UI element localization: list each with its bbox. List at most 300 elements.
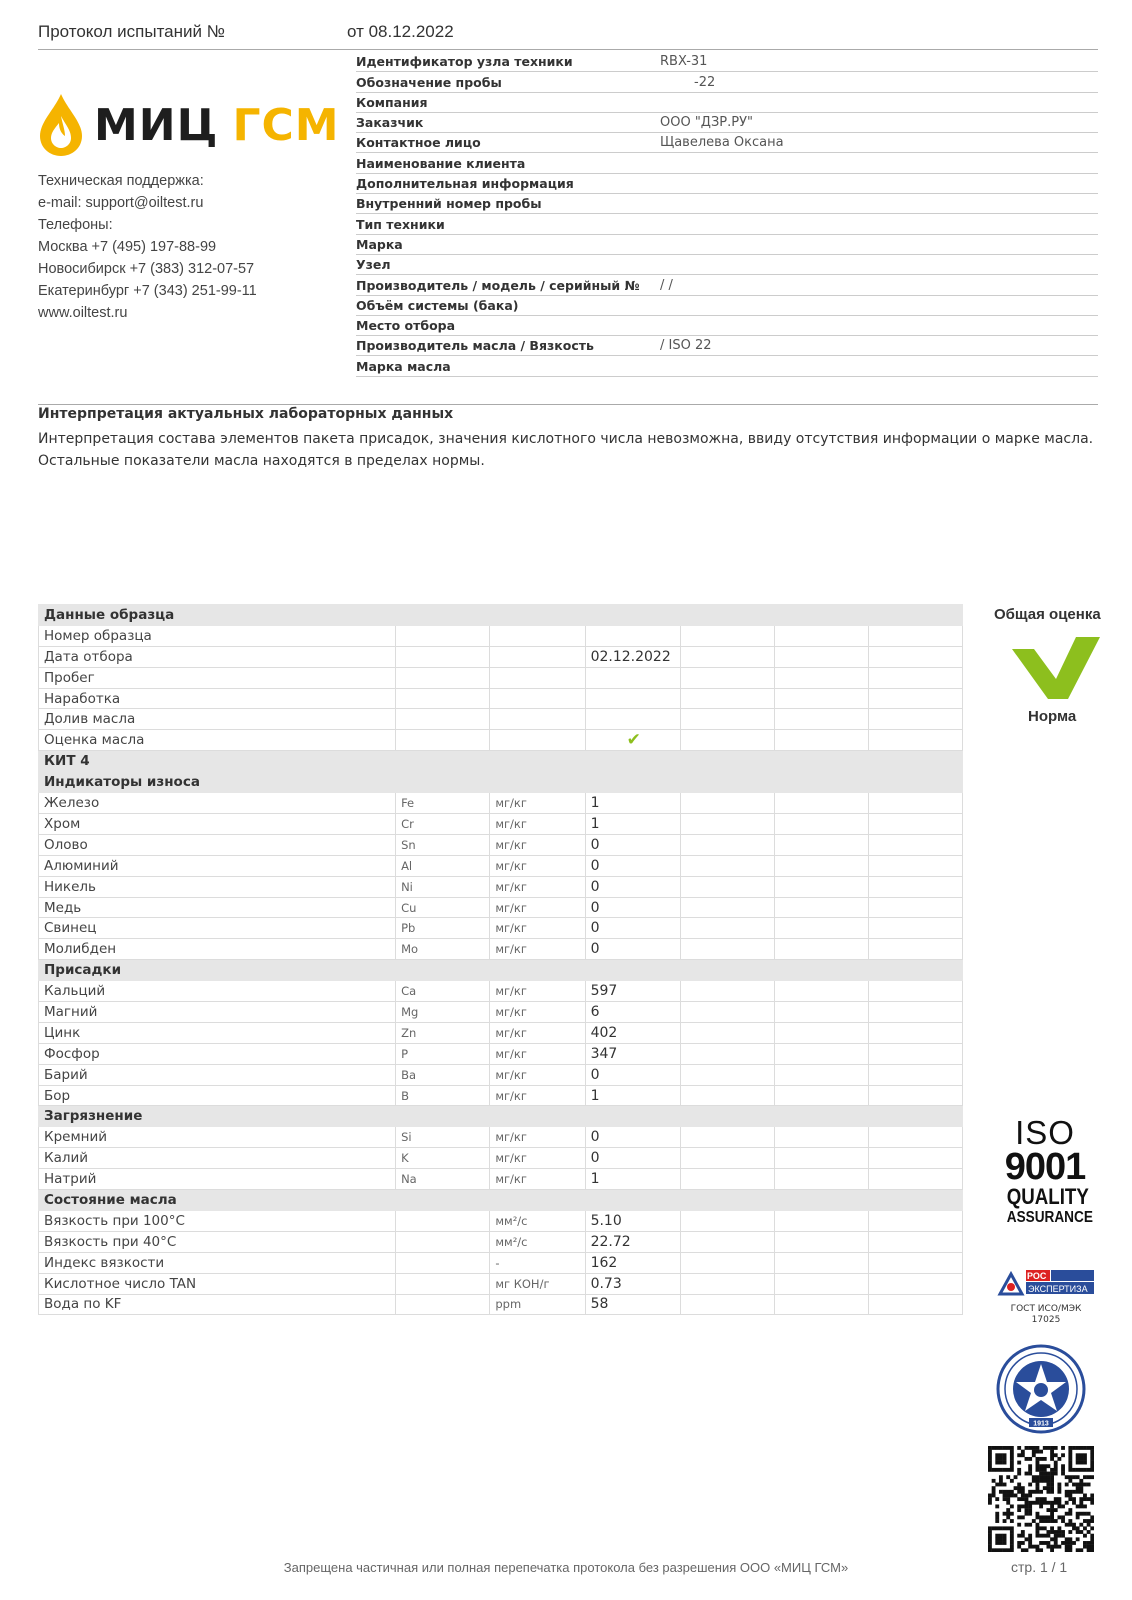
empty-cell bbox=[775, 1190, 869, 1211]
empty-cell bbox=[775, 1064, 869, 1085]
empty-cell bbox=[869, 834, 963, 855]
result-value: 0 bbox=[585, 1064, 681, 1085]
empty-cell bbox=[681, 1210, 775, 1231]
table-row bbox=[39, 709, 963, 730]
parameter-name: Барий bbox=[39, 1064, 396, 1085]
empty-cell bbox=[775, 605, 869, 626]
section-title: Загрязнение bbox=[39, 1106, 396, 1127]
unit: мг/кг bbox=[490, 1148, 585, 1169]
table-row bbox=[39, 1127, 963, 1148]
empty-cell bbox=[775, 981, 869, 1002]
result-value: 0.73 bbox=[585, 1273, 681, 1294]
empty-cell bbox=[869, 1252, 963, 1273]
empty-cell bbox=[775, 709, 869, 730]
unit: мг КОН/г bbox=[490, 1273, 585, 1294]
overall-title: Общая оценка bbox=[994, 606, 1101, 623]
support-line: Телефоны: bbox=[38, 217, 113, 233]
info-label: Обозначение пробы bbox=[356, 74, 502, 90]
info-row bbox=[356, 235, 1098, 255]
empty-cell bbox=[869, 688, 963, 709]
element-symbol: P bbox=[396, 1043, 490, 1064]
protocol-title: Протокол испытаний № bbox=[38, 22, 225, 41]
page-number: стр. 1 / 1 bbox=[1011, 1559, 1068, 1575]
overall-status: Норма bbox=[1028, 708, 1077, 725]
table-row bbox=[39, 625, 963, 646]
empty-cell bbox=[775, 918, 869, 939]
empty-cell bbox=[869, 1085, 963, 1106]
info-row bbox=[356, 93, 1098, 113]
result-value: 0 bbox=[585, 1127, 681, 1148]
info-label: Внутренний номер пробы bbox=[356, 196, 542, 212]
empty-cell bbox=[681, 1043, 775, 1064]
empty-cell bbox=[775, 772, 869, 793]
empty-cell bbox=[681, 939, 775, 960]
empty-cell bbox=[869, 751, 963, 772]
empty-cell bbox=[490, 1190, 585, 1211]
iso-line: ASSURANCE bbox=[1006, 1209, 1093, 1226]
table-row bbox=[39, 814, 963, 835]
empty-cell bbox=[490, 960, 585, 981]
info-row bbox=[356, 255, 1098, 275]
result-value: 402 bbox=[585, 1022, 681, 1043]
unit: мг/кг bbox=[490, 1127, 585, 1148]
seal-year: 1913 bbox=[1033, 1420, 1049, 1428]
element-symbol bbox=[396, 1210, 490, 1231]
empty-cell bbox=[490, 1106, 585, 1127]
section-title: Присадки bbox=[39, 960, 396, 981]
empty-cell bbox=[869, 772, 963, 793]
result-value: 597 bbox=[585, 981, 681, 1002]
result-value: 1 bbox=[585, 1085, 681, 1106]
unit: мг/кг bbox=[490, 1169, 585, 1190]
table-row bbox=[39, 688, 963, 709]
result-value: 0 bbox=[585, 834, 681, 855]
info-row bbox=[356, 113, 1098, 133]
empty-cell bbox=[775, 1294, 869, 1315]
empty-cell bbox=[869, 667, 963, 688]
empty-cell bbox=[681, 876, 775, 897]
info-row bbox=[356, 336, 1098, 356]
unit: мм²/с bbox=[490, 1210, 585, 1231]
parameter-name: Долив масла bbox=[39, 709, 396, 730]
empty-cell bbox=[681, 834, 775, 855]
ros-top-text: РОС bbox=[1027, 1271, 1047, 1281]
parameter-name: Алюминий bbox=[39, 855, 396, 876]
empty-cell bbox=[681, 709, 775, 730]
empty-cell bbox=[396, 1190, 490, 1211]
empty-cell bbox=[775, 814, 869, 835]
parameter-name: Вязкость при 40°C bbox=[39, 1231, 396, 1252]
unit: мг/кг bbox=[490, 834, 585, 855]
empty-cell bbox=[490, 751, 585, 772]
gost-label: ГОСТ ИСО/МЭК 17025 bbox=[1010, 1304, 1082, 1325]
section-header-row bbox=[39, 960, 963, 981]
iso-line: QUALITY bbox=[1006, 1184, 1089, 1209]
empty-cell bbox=[681, 646, 775, 667]
empty-cell bbox=[681, 688, 775, 709]
empty-cell bbox=[681, 1231, 775, 1252]
unit: мг/кг bbox=[490, 855, 585, 876]
result-value bbox=[585, 688, 681, 709]
parameter-name: Медь bbox=[39, 897, 396, 918]
unit: мм²/с bbox=[490, 1231, 585, 1252]
interpretation-title: Интерпретация актуальных лабораторных данных bbox=[38, 406, 454, 422]
support-line: Техническая поддержка: bbox=[38, 173, 204, 189]
result-value: 0 bbox=[585, 897, 681, 918]
table-row bbox=[39, 855, 963, 876]
empty-cell bbox=[775, 793, 869, 814]
table-row bbox=[39, 1169, 963, 1190]
empty-cell bbox=[869, 876, 963, 897]
empty-cell bbox=[775, 1148, 869, 1169]
info-label: Заказчик bbox=[356, 115, 424, 131]
parameter-name: Индекс вязкости bbox=[39, 1252, 396, 1273]
parameter-name: Магний bbox=[39, 1002, 396, 1023]
empty-cell bbox=[775, 1169, 869, 1190]
interpretation-text: Интерпретация состава элементов пакета присадок, значения кислотного числа невозможна, ввиду отсутствия информации о марке масла. Остальные показатели масла находятся в пределах нормы. bbox=[38, 431, 1094, 469]
empty-cell bbox=[869, 960, 963, 981]
check-mark-icon bbox=[1012, 637, 1100, 703]
parameter-name: Кальций bbox=[39, 981, 396, 1002]
empty-cell bbox=[681, 1294, 775, 1315]
table-row bbox=[39, 981, 963, 1002]
empty-cell bbox=[869, 1064, 963, 1085]
info-label: Производитель / модель / серийный № bbox=[356, 277, 640, 293]
unit: мг/кг bbox=[490, 814, 585, 835]
element-symbol: B bbox=[396, 1085, 490, 1106]
empty-cell bbox=[681, 730, 775, 751]
parameter-name: Натрий bbox=[39, 1169, 396, 1190]
empty-cell bbox=[775, 625, 869, 646]
element-symbol: Sn bbox=[396, 834, 490, 855]
parameter-name: Наработка bbox=[39, 688, 396, 709]
info-value: ООО "ДЗР.РУ" bbox=[660, 115, 754, 131]
table-row bbox=[39, 793, 963, 814]
table-row bbox=[39, 897, 963, 918]
unit: мг/кг bbox=[490, 1085, 585, 1106]
table-row bbox=[39, 646, 963, 667]
element-symbol bbox=[396, 667, 490, 688]
info-row bbox=[356, 214, 1098, 234]
parameter-name: Никель bbox=[39, 876, 396, 897]
element-symbol: Cr bbox=[396, 814, 490, 835]
empty-cell bbox=[681, 1002, 775, 1023]
result-value: 0 bbox=[585, 855, 681, 876]
support-email[interactable]: e-mail: support@oiltest.ru bbox=[38, 195, 204, 211]
result-value bbox=[585, 730, 681, 751]
empty-cell bbox=[869, 1210, 963, 1231]
table-row bbox=[39, 939, 963, 960]
result-value: 58 bbox=[585, 1294, 681, 1315]
result-value bbox=[585, 625, 681, 646]
info-row bbox=[356, 316, 1098, 336]
element-symbol bbox=[396, 730, 490, 751]
empty-cell bbox=[775, 667, 869, 688]
empty-cell bbox=[869, 981, 963, 1002]
logo-word-2: ГСМ bbox=[232, 99, 340, 151]
info-row bbox=[356, 174, 1098, 194]
empty-cell bbox=[775, 939, 869, 960]
element-symbol: Cu bbox=[396, 897, 490, 918]
parameter-name: Кислотное число TAN bbox=[39, 1273, 396, 1294]
info-label: Узел bbox=[356, 257, 391, 273]
parameter-name: Железо bbox=[39, 793, 396, 814]
table-row bbox=[39, 1002, 963, 1023]
unit: мг/кг bbox=[490, 939, 585, 960]
company-logo bbox=[38, 92, 340, 158]
empty-cell bbox=[869, 709, 963, 730]
empty-cell bbox=[869, 1022, 963, 1043]
parameter-name: Кремний bbox=[39, 1127, 396, 1148]
element-symbol: Zn bbox=[396, 1022, 490, 1043]
empty-cell bbox=[585, 772, 681, 793]
table-row bbox=[39, 876, 963, 897]
empty-cell bbox=[681, 625, 775, 646]
logo-word-1: МИЦ bbox=[94, 99, 219, 151]
result-value: 1 bbox=[585, 814, 681, 835]
section-header-row bbox=[39, 1106, 963, 1127]
section-header-row bbox=[39, 1190, 963, 1211]
info-row bbox=[356, 194, 1098, 214]
info-label: Производитель масла / Вязкость bbox=[356, 338, 594, 354]
table-row bbox=[39, 1043, 963, 1064]
element-symbol: Ca bbox=[396, 981, 490, 1002]
section-title: Состояние масла bbox=[39, 1190, 396, 1211]
info-value: -22 bbox=[694, 74, 716, 90]
result-value: 347 bbox=[585, 1043, 681, 1064]
empty-cell bbox=[775, 834, 869, 855]
empty-cell bbox=[681, 1148, 775, 1169]
support-phone: Москва +7 (495) 197-88-99 bbox=[38, 239, 217, 255]
unit: - bbox=[490, 1252, 585, 1273]
iso-line: ISO bbox=[1015, 1114, 1075, 1151]
empty-cell bbox=[775, 960, 869, 981]
empty-cell bbox=[775, 1127, 869, 1148]
footer-notice: Запрещена частичная или полная перепечатка протокола без разрешения ООО «МИЦ ГСМ» bbox=[283, 1560, 849, 1575]
empty-cell bbox=[775, 1252, 869, 1273]
parameter-name: Цинк bbox=[39, 1022, 396, 1043]
table-row bbox=[39, 1231, 963, 1252]
empty-cell bbox=[681, 897, 775, 918]
table-row bbox=[39, 1252, 963, 1273]
result-value: 1 bbox=[585, 793, 681, 814]
parameter-name: Оценка масла bbox=[39, 730, 396, 751]
empty-cell bbox=[396, 1106, 490, 1127]
result-value bbox=[585, 667, 681, 688]
info-value: RBX-31 bbox=[660, 54, 708, 70]
parameter-name: Бор bbox=[39, 1085, 396, 1106]
info-value: Щавелева Оксана bbox=[660, 135, 784, 151]
parameter-name: Номер образца bbox=[39, 625, 396, 646]
empty-cell bbox=[396, 751, 490, 772]
empty-cell bbox=[869, 605, 963, 626]
empty-cell bbox=[396, 772, 490, 793]
ros-expertiza-badge bbox=[996, 1268, 1096, 1326]
info-label: Объём системы (бака) bbox=[356, 297, 519, 313]
empty-cell bbox=[775, 1273, 869, 1294]
unit: мг/кг bbox=[490, 981, 585, 1002]
empty-cell bbox=[681, 793, 775, 814]
unit bbox=[490, 667, 585, 688]
table-row bbox=[39, 1085, 963, 1106]
element-symbol bbox=[396, 688, 490, 709]
unit: ppm bbox=[490, 1294, 585, 1315]
empty-cell bbox=[681, 605, 775, 626]
empty-cell bbox=[681, 1106, 775, 1127]
info-row bbox=[356, 72, 1098, 92]
info-row bbox=[356, 275, 1098, 295]
info-label: Контактное лицо bbox=[356, 135, 481, 151]
result-value: 5.10 bbox=[585, 1210, 681, 1231]
empty-cell bbox=[585, 751, 681, 772]
section-header-row bbox=[39, 751, 963, 772]
element-symbol: Fe bbox=[396, 793, 490, 814]
empty-cell bbox=[585, 1106, 681, 1127]
info-row bbox=[356, 296, 1098, 316]
result-value: 0 bbox=[585, 876, 681, 897]
result-value bbox=[585, 709, 681, 730]
empty-cell bbox=[869, 855, 963, 876]
section-title: Данные образца bbox=[39, 605, 396, 626]
unit bbox=[490, 730, 585, 751]
empty-cell bbox=[681, 772, 775, 793]
element-symbol: Ni bbox=[396, 876, 490, 897]
element-symbol bbox=[396, 1252, 490, 1273]
element-symbol: K bbox=[396, 1148, 490, 1169]
result-value: 0 bbox=[585, 918, 681, 939]
parameter-name: Калий bbox=[39, 1148, 396, 1169]
table-row bbox=[39, 1148, 963, 1169]
unit bbox=[490, 646, 585, 667]
empty-cell bbox=[775, 646, 869, 667]
unit bbox=[490, 625, 585, 646]
parameter-name: Свинец bbox=[39, 918, 396, 939]
empty-cell bbox=[869, 1294, 963, 1315]
empty-cell bbox=[681, 1127, 775, 1148]
iso-line: 9001 bbox=[1004, 1146, 1086, 1188]
empty-cell bbox=[775, 1043, 869, 1064]
protocol-date: от 08.12.2022 bbox=[347, 22, 454, 41]
result-value: 0 bbox=[585, 939, 681, 960]
empty-cell bbox=[775, 855, 869, 876]
table-row bbox=[39, 1022, 963, 1043]
info-label: Идентификатор узла техники bbox=[356, 54, 573, 70]
empty-cell bbox=[681, 751, 775, 772]
empty-cell bbox=[775, 1231, 869, 1252]
empty-cell bbox=[869, 918, 963, 939]
ros-expertiza-logo bbox=[996, 1268, 1096, 1298]
unit: мг/кг bbox=[490, 897, 585, 918]
drop-flame-icon bbox=[38, 92, 84, 158]
support-phone: Екатеринбург +7 (343) 251-99-11 bbox=[38, 283, 257, 299]
unit: мг/кг bbox=[490, 1022, 585, 1043]
empty-cell bbox=[681, 1064, 775, 1085]
table-row bbox=[39, 1210, 963, 1231]
result-value: 6 bbox=[585, 1002, 681, 1023]
empty-cell bbox=[869, 1002, 963, 1023]
empty-cell bbox=[869, 1231, 963, 1252]
interpretation-divider bbox=[38, 404, 1098, 405]
parameter-name: Пробег bbox=[39, 667, 396, 688]
unit: мг/кг bbox=[490, 1002, 585, 1023]
support-phone: Новосибирск +7 (383) 312-07-57 bbox=[38, 261, 255, 277]
table-row bbox=[39, 1064, 963, 1085]
result-value: 22.72 bbox=[585, 1231, 681, 1252]
empty-cell bbox=[869, 897, 963, 918]
info-row bbox=[356, 153, 1098, 173]
empty-cell bbox=[681, 1190, 775, 1211]
element-symbol: Al bbox=[396, 855, 490, 876]
table-row bbox=[39, 667, 963, 688]
info-label: Тип техники bbox=[356, 216, 445, 232]
empty-cell bbox=[869, 793, 963, 814]
info-label: Наименование клиента bbox=[356, 155, 526, 171]
empty-cell bbox=[681, 1022, 775, 1043]
empty-cell bbox=[775, 730, 869, 751]
empty-cell bbox=[681, 981, 775, 1002]
empty-cell bbox=[775, 1022, 869, 1043]
empty-cell bbox=[869, 646, 963, 667]
table-row bbox=[39, 1294, 963, 1315]
parameter-name: Хром bbox=[39, 814, 396, 835]
empty-cell bbox=[681, 1252, 775, 1273]
oil-ok-check-icon: ✔ bbox=[626, 730, 641, 751]
info-value: / / bbox=[660, 277, 673, 293]
table-row bbox=[39, 730, 963, 751]
result-value: 1 bbox=[585, 1169, 681, 1190]
unit: мг/кг bbox=[490, 1064, 585, 1085]
element-symbol: Mo bbox=[396, 939, 490, 960]
support-website[interactable]: www.oiltest.ru bbox=[38, 305, 128, 321]
empty-cell bbox=[775, 1002, 869, 1023]
empty-cell bbox=[681, 918, 775, 939]
parameter-name: Олово bbox=[39, 834, 396, 855]
empty-cell bbox=[396, 960, 490, 981]
empty-cell bbox=[869, 814, 963, 835]
table-row bbox=[39, 1273, 963, 1294]
empty-cell bbox=[775, 1106, 869, 1127]
empty-cell bbox=[869, 730, 963, 751]
unit: мг/кг bbox=[490, 876, 585, 897]
empty-cell bbox=[681, 960, 775, 981]
empty-cell bbox=[681, 1085, 775, 1106]
empty-cell bbox=[681, 1169, 775, 1190]
empty-cell bbox=[775, 688, 869, 709]
table-row bbox=[39, 834, 963, 855]
info-row bbox=[356, 356, 1098, 376]
empty-cell bbox=[681, 814, 775, 835]
empty-cell bbox=[869, 1127, 963, 1148]
parameter-name: Дата отбора bbox=[39, 646, 396, 667]
parameter-name: Фосфор bbox=[39, 1043, 396, 1064]
result-value: 02.12.2022 bbox=[585, 646, 681, 667]
empty-cell bbox=[681, 855, 775, 876]
info-label: Дополнительная информация bbox=[356, 176, 574, 192]
iso-9001-badge bbox=[1000, 1114, 1093, 1227]
element-symbol bbox=[396, 1273, 490, 1294]
empty-cell bbox=[585, 960, 681, 981]
element-symbol bbox=[396, 709, 490, 730]
element-symbol bbox=[396, 646, 490, 667]
info-label: Марка масла bbox=[356, 358, 451, 374]
header-divider bbox=[38, 49, 1098, 50]
element-symbol: Mg bbox=[396, 1002, 490, 1023]
info-label: Марка bbox=[356, 236, 403, 252]
empty-cell bbox=[775, 876, 869, 897]
element-symbol bbox=[396, 625, 490, 646]
empty-cell bbox=[681, 667, 775, 688]
element-symbol bbox=[396, 1231, 490, 1252]
